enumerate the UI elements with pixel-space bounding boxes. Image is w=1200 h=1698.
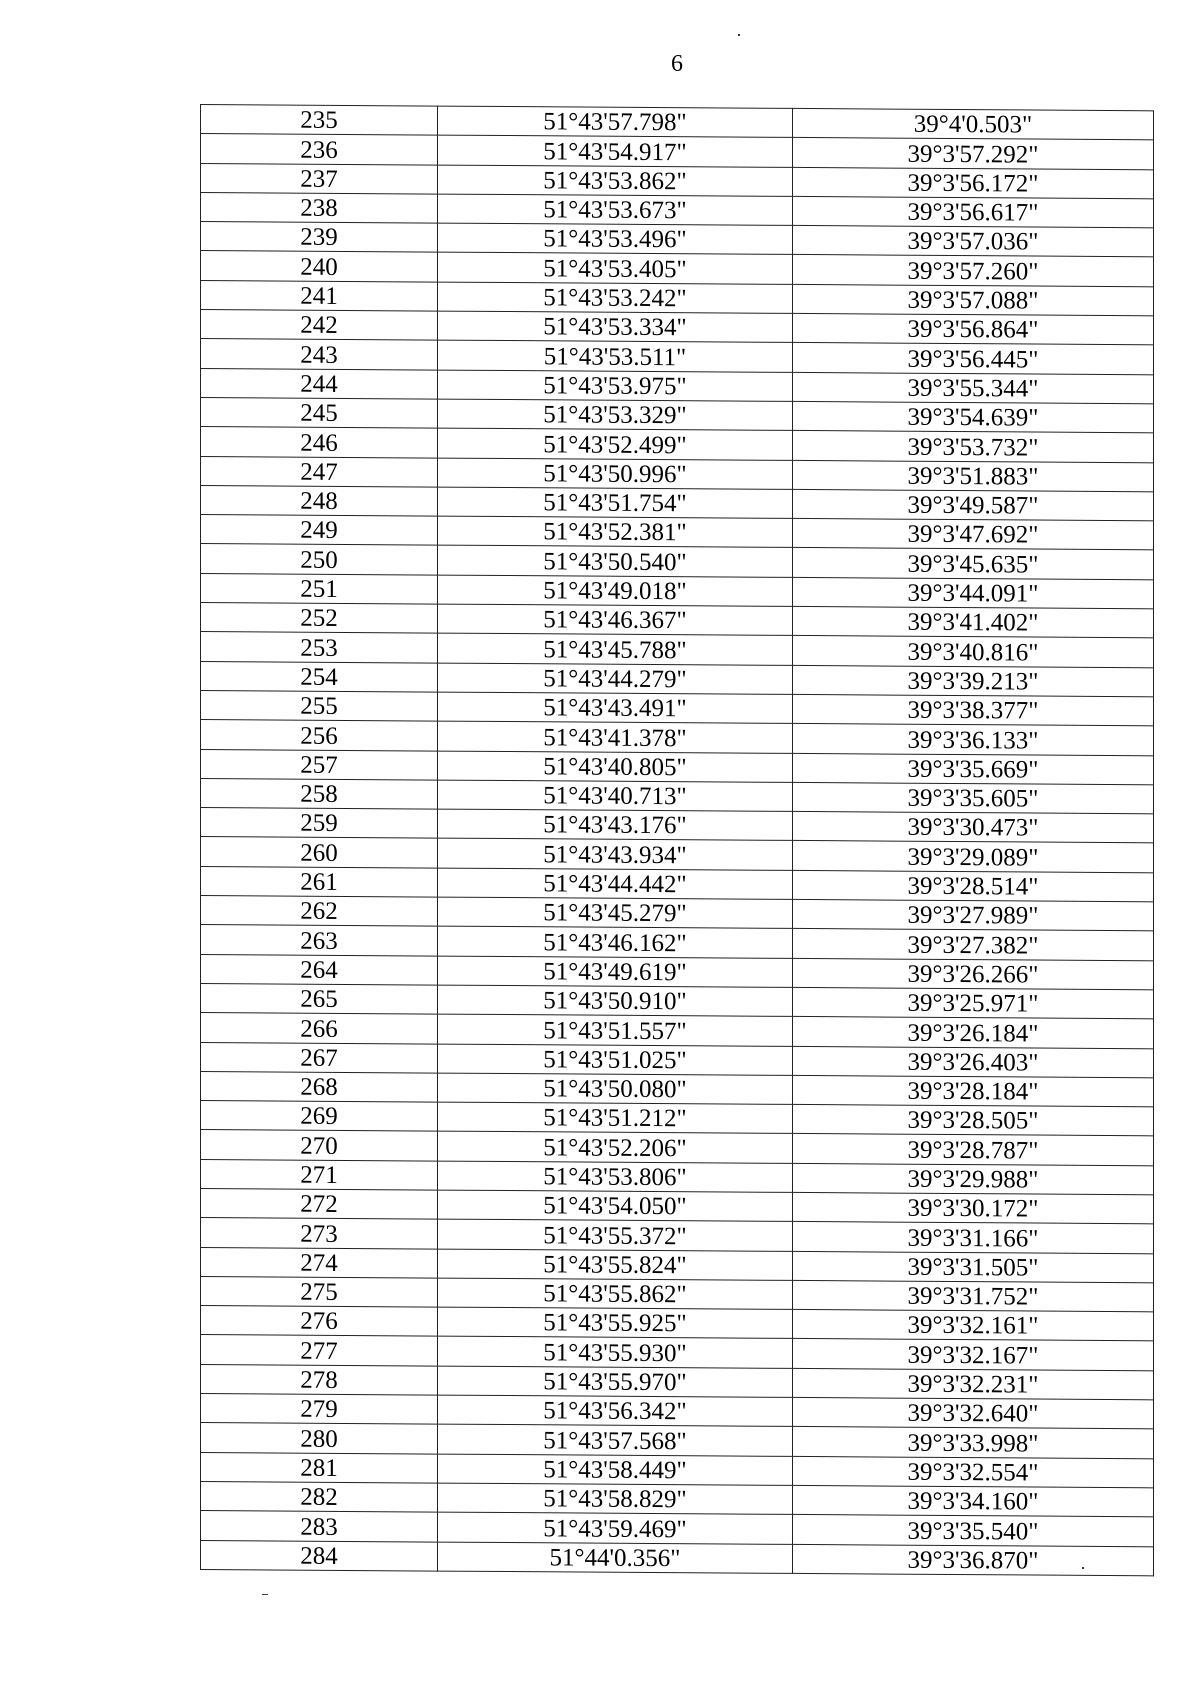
latitude-cell: 51°43'45.788": [438, 633, 793, 665]
longitude-cell: 39°3'45.635": [793, 548, 1154, 580]
latitude-cell: 51°43'55.372": [438, 1219, 793, 1251]
longitude-cell: 39°3'49.587": [793, 489, 1154, 521]
latitude-cell: 51°43'56.342": [438, 1395, 793, 1427]
longitude-cell: 39°3'32.231": [793, 1368, 1154, 1400]
longitude-cell: 39°3'39.213": [793, 665, 1154, 697]
point-number-cell: 245: [201, 397, 438, 428]
point-number-cell: 255: [201, 690, 438, 721]
latitude-cell: 51°43'44.279": [438, 663, 793, 695]
longitude-cell: 39°3'57.036": [793, 226, 1154, 258]
point-number-cell: 270: [201, 1130, 438, 1161]
point-number-cell: 243: [201, 339, 438, 370]
point-number-cell: 266: [201, 1013, 438, 1044]
longitude-cell: 39°3'54.639": [793, 401, 1154, 433]
point-number-cell: 253: [201, 632, 438, 663]
longitude-cell: 39°3'38.377": [793, 694, 1154, 726]
point-number-cell: 259: [201, 808, 438, 839]
latitude-cell: 51°43'52.381": [438, 516, 793, 548]
longitude-cell: 39°3'27.989": [793, 899, 1154, 931]
longitude-cell: 39°3'28.787": [793, 1134, 1154, 1166]
latitude-cell: 51°43'50.996": [438, 458, 793, 490]
point-number-cell: 260: [201, 837, 438, 868]
longitude-cell: 39°3'51.883": [793, 460, 1154, 492]
point-number-cell: 240: [201, 251, 438, 282]
longitude-cell: 39°3'55.344": [793, 372, 1154, 404]
latitude-cell: 51°43'53.862": [438, 165, 793, 197]
point-number-cell: 271: [201, 1159, 438, 1190]
point-number-cell: 236: [201, 134, 438, 165]
latitude-cell: 51°43'55.970": [438, 1366, 793, 1398]
point-number-cell: 277: [201, 1335, 438, 1366]
latitude-cell: 51°43'59.469": [438, 1512, 793, 1544]
longitude-cell: 39°3'44.091": [793, 577, 1154, 609]
longitude-cell: 39°3'35.540": [793, 1515, 1154, 1547]
longitude-cell: 39°3'56.617": [793, 196, 1154, 228]
longitude-cell: 39°3'25.971": [793, 987, 1154, 1019]
latitude-cell: 51°43'58.829": [438, 1483, 793, 1515]
scan-mark: [262, 1594, 268, 1595]
latitude-cell: 51°43'53.329": [438, 399, 793, 431]
point-number-cell: 272: [201, 1188, 438, 1219]
longitude-cell: 39°3'36.870": [793, 1544, 1154, 1576]
longitude-cell: 39°3'26.184": [793, 1017, 1154, 1049]
point-number-cell: 254: [201, 661, 438, 692]
longitude-cell: 39°3'56.172": [793, 167, 1154, 199]
latitude-cell: 51°43'50.540": [438, 546, 793, 578]
point-number-cell: 252: [201, 603, 438, 634]
latitude-cell: 51°43'46.367": [438, 604, 793, 636]
latitude-cell: 51°43'41.378": [438, 721, 793, 753]
point-number-cell: 238: [201, 192, 438, 223]
latitude-cell: 51°43'43.491": [438, 692, 793, 724]
latitude-cell: 51°43'46.162": [438, 926, 793, 958]
point-number-cell: 275: [201, 1276, 438, 1307]
longitude-cell: 39°3'33.998": [793, 1427, 1154, 1459]
longitude-cell: 39°3'32.554": [793, 1456, 1154, 1488]
point-number-cell: 246: [201, 427, 438, 458]
scan-speck: [1082, 1567, 1084, 1569]
point-number-cell: 268: [201, 1071, 438, 1102]
latitude-cell: 51°43'53.511": [438, 340, 793, 372]
longitude-cell: 39°3'31.505": [793, 1251, 1154, 1283]
latitude-cell: 51°43'57.568": [438, 1424, 793, 1456]
point-number-cell: 284: [201, 1540, 438, 1571]
latitude-cell: 51°43'50.080": [438, 1073, 793, 1105]
point-number-cell: 283: [201, 1511, 438, 1542]
latitude-cell: 51°43'49.619": [438, 956, 793, 988]
point-number-cell: 250: [201, 544, 438, 575]
latitude-cell: 51°43'53.242": [438, 282, 793, 314]
longitude-cell: 39°3'56.864": [793, 314, 1154, 346]
latitude-cell: 51°43'55.824": [438, 1249, 793, 1281]
point-number-cell: 279: [201, 1394, 438, 1425]
latitude-cell: 51°43'44.442": [438, 868, 793, 900]
point-number-cell: 276: [201, 1306, 438, 1337]
point-number-cell: 248: [201, 485, 438, 516]
point-number-cell: 273: [201, 1218, 438, 1249]
latitude-cell: 51°43'51.557": [438, 1014, 793, 1046]
longitude-cell: 39°3'40.816": [793, 636, 1154, 668]
longitude-cell: 39°3'29.988": [793, 1163, 1154, 1195]
latitude-cell: 51°43'53.975": [438, 370, 793, 402]
latitude-cell: 51°44'0.356": [438, 1542, 793, 1574]
latitude-cell: 51°43'55.930": [438, 1337, 793, 1369]
longitude-cell: 39°3'36.133": [793, 724, 1154, 756]
point-number-cell: 237: [201, 163, 438, 194]
latitude-cell: 51°43'43.176": [438, 809, 793, 841]
latitude-cell: 51°43'54.917": [438, 135, 793, 167]
longitude-cell: 39°3'26.403": [793, 1046, 1154, 1078]
point-number-cell: 264: [201, 954, 438, 985]
longitude-cell: 39°3'31.166": [793, 1222, 1154, 1254]
longitude-cell: 39°3'32.167": [793, 1339, 1154, 1371]
point-number-cell: 265: [201, 983, 438, 1014]
longitude-cell: 39°3'28.184": [793, 1075, 1154, 1107]
point-number-cell: 242: [201, 310, 438, 341]
latitude-cell: 51°43'54.050": [438, 1190, 793, 1222]
page-number: 6: [671, 51, 683, 77]
point-number-cell: 235: [201, 105, 438, 136]
longitude-cell: 39°3'57.088": [793, 284, 1154, 316]
point-number-cell: 257: [201, 749, 438, 780]
latitude-cell: 51°43'51.025": [438, 1044, 793, 1076]
longitude-cell: 39°3'53.732": [793, 431, 1154, 463]
latitude-cell: 51°43'51.754": [438, 487, 793, 519]
point-number-cell: 280: [201, 1423, 438, 1454]
longitude-cell: 39°3'32.640": [793, 1397, 1154, 1429]
longitude-cell: 39°3'26.266": [793, 958, 1154, 990]
longitude-cell: 39°4'0.503": [793, 108, 1154, 140]
latitude-cell: 51°43'57.798": [438, 106, 793, 138]
point-number-cell: 249: [201, 515, 438, 546]
longitude-cell: 39°3'35.605": [793, 782, 1154, 814]
longitude-cell: 39°3'28.505": [793, 1105, 1154, 1137]
latitude-cell: 51°43'55.925": [438, 1307, 793, 1339]
longitude-cell: 39°3'56.445": [793, 343, 1154, 375]
latitude-cell: 51°43'45.279": [438, 897, 793, 929]
point-number-cell: 267: [201, 1042, 438, 1073]
latitude-cell: 51°43'49.018": [438, 575, 793, 607]
latitude-cell: 51°43'52.206": [438, 1131, 793, 1163]
longitude-cell: 39°3'27.382": [793, 929, 1154, 961]
longitude-cell: 39°3'57.260": [793, 255, 1154, 287]
latitude-cell: 51°43'51.212": [438, 1102, 793, 1134]
point-number-cell: 263: [201, 925, 438, 956]
point-number-cell: 278: [201, 1364, 438, 1395]
point-number-cell: 241: [201, 280, 438, 311]
table-row: [201, 1540, 1154, 1576]
point-number-cell: 261: [201, 866, 438, 897]
coordinates-table-wrapper: [200, 104, 1154, 1576]
longitude-cell: 39°3'57.292": [793, 138, 1154, 170]
latitude-cell: 51°43'55.862": [438, 1278, 793, 1310]
longitude-cell: 39°3'41.402": [793, 606, 1154, 638]
latitude-cell: 51°43'52.499": [438, 428, 793, 460]
scan-speck: [738, 34, 740, 36]
latitude-cell: 51°43'43.934": [438, 838, 793, 870]
coordinates-table: [200, 104, 1154, 1576]
point-number-cell: 256: [201, 720, 438, 751]
point-number-cell: 239: [201, 222, 438, 253]
point-number-cell: 281: [201, 1452, 438, 1483]
latitude-cell: 51°43'53.806": [438, 1161, 793, 1193]
point-number-cell: 244: [201, 368, 438, 399]
longitude-cell: 39°3'34.160": [793, 1485, 1154, 1517]
latitude-cell: 51°43'40.713": [438, 780, 793, 812]
longitude-cell: 39°3'30.172": [793, 1192, 1154, 1224]
point-number-cell: 258: [201, 778, 438, 809]
longitude-cell: 39°3'47.692": [793, 519, 1154, 551]
coordinates-table-body: [201, 105, 1154, 1576]
point-number-cell: 262: [201, 896, 438, 927]
point-number-cell: 251: [201, 573, 438, 604]
longitude-cell: 39°3'31.752": [793, 1280, 1154, 1312]
latitude-cell: 51°43'53.334": [438, 311, 793, 343]
longitude-cell: 39°3'28.514": [793, 870, 1154, 902]
longitude-cell: 39°3'29.089": [793, 841, 1154, 873]
latitude-cell: 51°43'53.496": [438, 223, 793, 255]
point-number-cell: 282: [201, 1481, 438, 1512]
longitude-cell: 39°3'35.669": [793, 753, 1154, 785]
longitude-cell: 39°3'32.161": [793, 1310, 1154, 1342]
latitude-cell: 51°43'58.449": [438, 1454, 793, 1486]
point-number-cell: 247: [201, 456, 438, 487]
latitude-cell: 51°43'53.673": [438, 194, 793, 226]
point-number-cell: 269: [201, 1101, 438, 1132]
point-number-cell: 274: [201, 1247, 438, 1278]
longitude-cell: 39°3'30.473": [793, 812, 1154, 844]
latitude-cell: 51°43'53.405": [438, 253, 793, 285]
latitude-cell: 51°43'50.910": [438, 985, 793, 1017]
latitude-cell: 51°43'40.805": [438, 751, 793, 783]
